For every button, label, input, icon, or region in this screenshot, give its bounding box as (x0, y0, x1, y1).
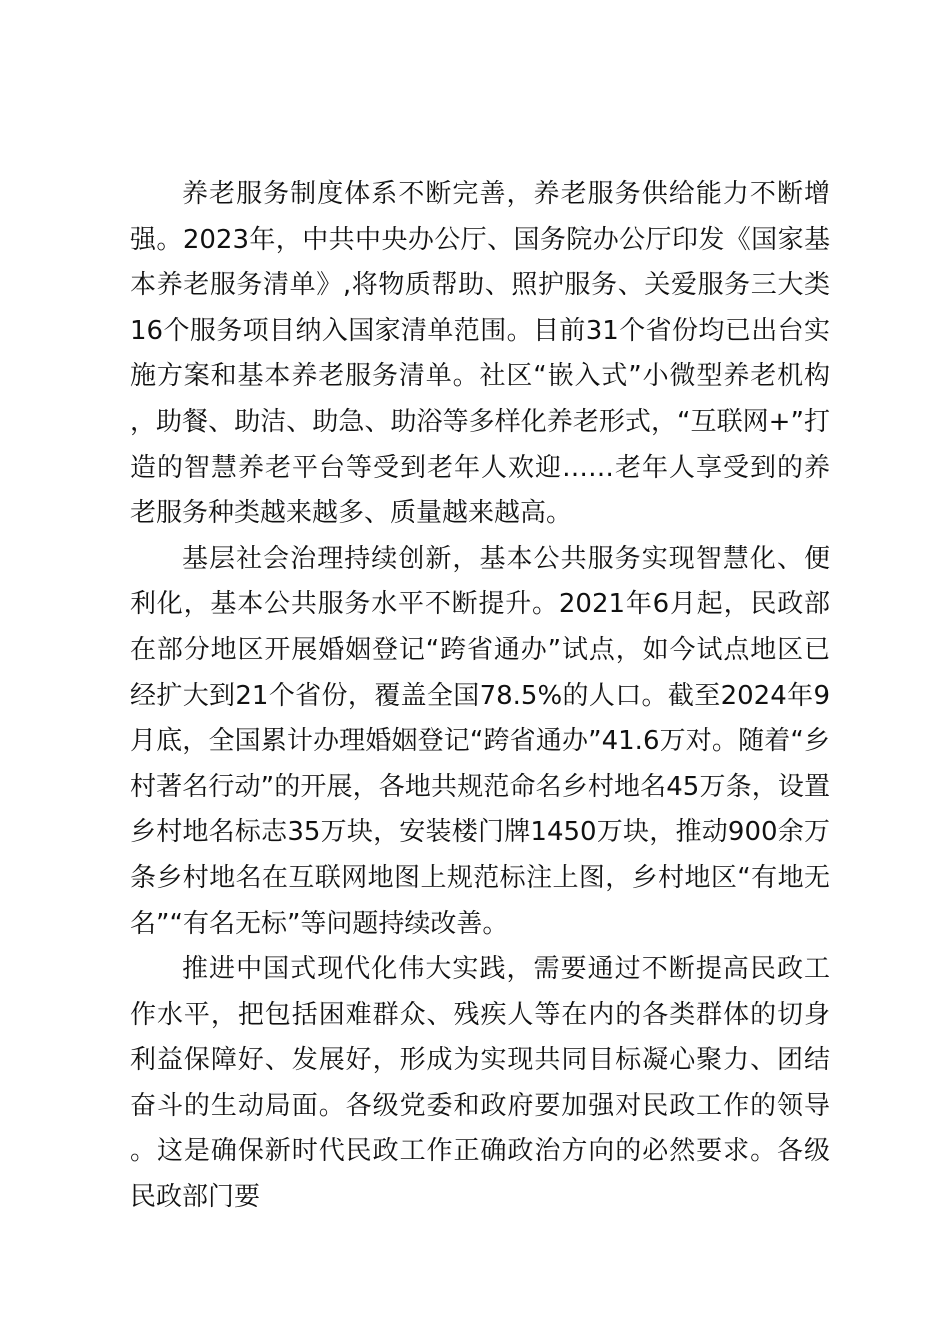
paragraph-modernization: 推进中国式现代化伟大实践，需要通过不断提高民政工作水平，把包括困难群众、残疾人等在内的各类群体的切身利益保障好、发展好，形成为实现共同目标凝心聚力、团结奋斗的生动局面。各级党委和政府要加强对民政工作的领导。这是确保新时代民政工作正确政治方向的必然要求。各级民政部门要 (130, 954, 830, 1213)
paragraph-elderly-care: 养老服务制度体系不断完善，养老服务供给能力不断增强。2023年，中共中央办公厅、国务院办公厅印发《国家基本养老服务清单》,将物质帮助、照护服务、关爱服务三大类16个服务项目纳入国家清单范围。目前31个省份均已出台实施方案和基本养老服务清单。社区“嵌入式”小微型养老机构，助餐、助洁、助急、助浴等多样化养老形式，“互联网+”打造的智慧养老平台等受到老年人欢迎……老年人享受到的养老服务种类越来越多、质量越来越高。 (130, 179, 830, 529)
document-body (130, 172, 830, 1221)
paragraph-grassroots-governance: 基层社会治理持续创新，基本公共服务实现智慧化、便利化，基本公共服务水平不断提升。2021年6月起，民政部在部分地区开展婚姻登记“跨省通办”试点，如今试点地区已经扩大到21个省份，覆盖全国78.5%的人口。截至2024年9月底，全国累计办理婚姻登记“跨省通办”41.6万对。随着“乡村著名行动”的开展，各地共规范命名乡村地名45万条，设置乡村地名标志35万块，安装楼门牌1450万块，推动900余万条乡村地名在互联网地图上规范标注上图，乡村地区“有地无名”“有名无标”等问题持续改善。 (130, 543, 830, 939)
